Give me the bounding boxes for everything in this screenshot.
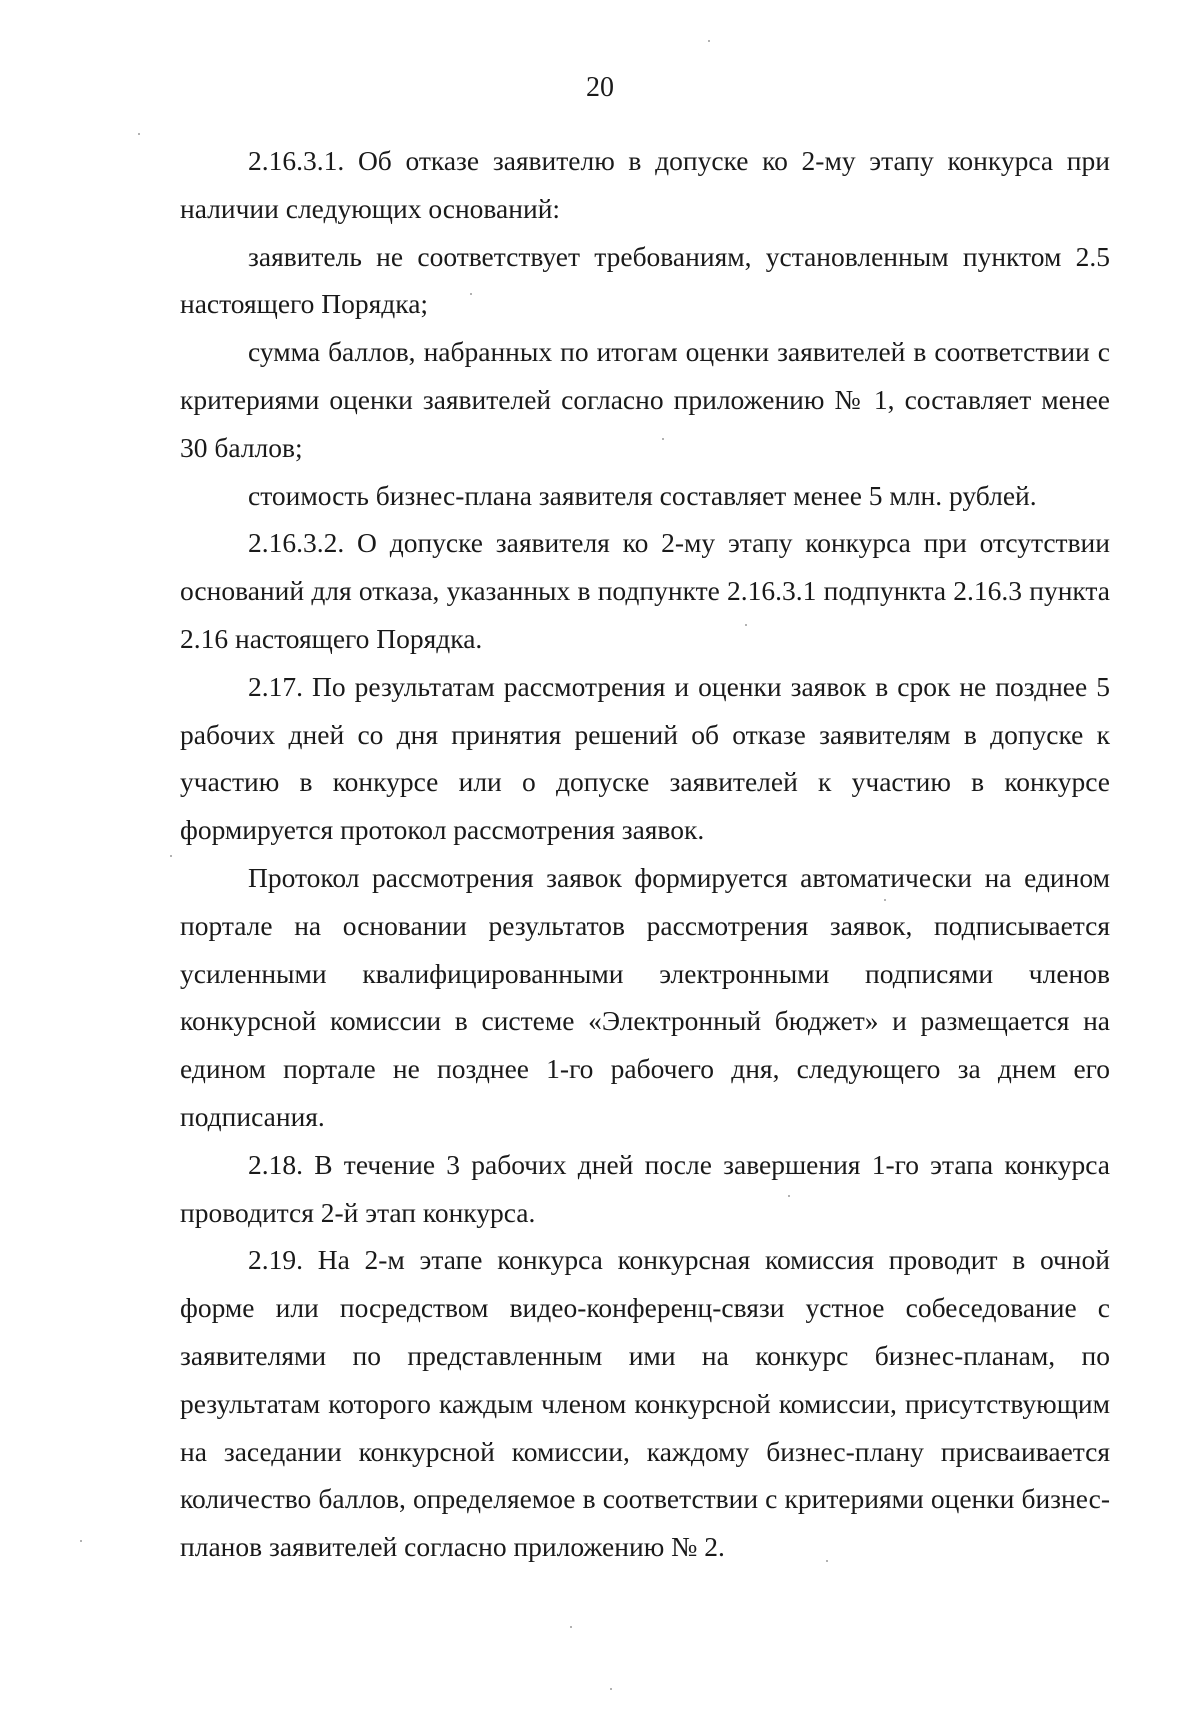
- scan-speck: [570, 1626, 572, 1628]
- paragraph-protocol: Протокол рассмотрения заявок формируется автоматически на едином портале на основании результатов рассмотрения заявок, подписывается усиленными квалифицированными электронными подписями членов конкурсной комиссии в системе «Электронный бюджет» и размещается на едином портале не позднее 1-го рабочего дня, следующего за днем его подписания.: [180, 861, 1110, 1132]
- scan-speck: [470, 293, 472, 295]
- scan-speck: [170, 855, 172, 857]
- scan-speck: [708, 40, 710, 42]
- scan-speck: [884, 899, 886, 901]
- scan-speck: [80, 1540, 82, 1542]
- scan-speck: [826, 1560, 828, 1562]
- document-body: [180, 137, 1110, 1571]
- paragraph-business-plan-cost: стоимость бизнес-плана заявителя составляет менее 5 млн. рублей.: [248, 479, 1037, 511]
- scan-speck: [788, 1195, 790, 1197]
- paragraph-2-16-3-2: 2.16.3.2. О допуске заявителя ко 2-му этапу конкурса при отсутствии оснований для отказа, указанных в подпункте 2.16.3.1 подпункта 2.16.3 пункта 2.16 настоящего Порядка.: [180, 527, 1110, 654]
- paragraph-score-sum: сумма баллов, набранных по итогам оценки заявителей в соответствии с критериями оценки заявителей согласно приложению № 1, составляет менее 30 баллов;: [180, 336, 1110, 463]
- page-number: 20: [586, 72, 614, 103]
- paragraph-2-17: 2.17. По результатам рассмотрения и оценки заявок в срок не позднее 5 рабочих дней со дня принятия решений об отказе заявителям в допуске к участию в конкурсе или о допуске заявителей к участию в конкурсе формируется протокол рассмотрения заявок.: [180, 670, 1110, 846]
- scan-speck: [662, 438, 664, 440]
- paragraph-2-18: 2.18. В течение 3 рабочих дней после завершения 1-го этапа конкурса проводится 2-й этап конкурса.: [180, 1148, 1110, 1228]
- scan-speck: [610, 1688, 612, 1690]
- paragraph-2-16-3-1: 2.16.3.1. Об отказе заявителю в допуске ко 2-му этапу конкурса при наличии следующих оснований:: [180, 145, 1110, 224]
- scan-speck: [138, 133, 140, 135]
- paragraph-requirements: заявитель не соответствует требованиям, установленным пунктом 2.5 настоящего Порядка;: [180, 240, 1110, 320]
- paragraph-2-19: 2.19. На 2-м этапе конкурса конкурсная комиссия проводит в очной форме или посредством видео-конференц-связи устное собеседование с заявителями по представленным ими на конкурс бизнес-планам, по результатам которого каждым членом конкурсной комиссии, присутствующим на заседании конкурсной комиссии, каждому бизнес-плану присваивается количество баллов, определяемое в соответствии с критериями оценки бизнес-планов заявителей согласно приложению № 2.: [180, 1244, 1110, 1563]
- scan-speck: [745, 624, 747, 626]
